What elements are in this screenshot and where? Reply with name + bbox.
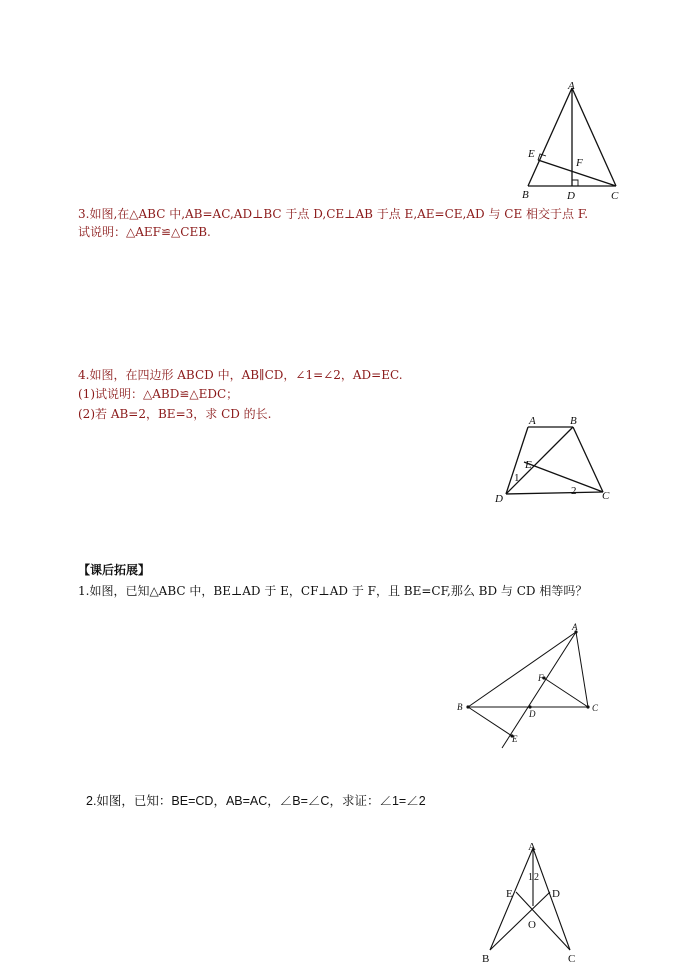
label-a: A: [568, 80, 575, 92]
label-angle-1: 1: [514, 472, 520, 484]
figure-triangle-abc-extension2: [478, 838, 588, 968]
label-c: C: [602, 490, 610, 502]
label-c: C: [611, 190, 619, 202]
label-e: E: [506, 888, 513, 900]
extension-problem2-statement: 2.如图，已知：BE=CD，AB=AC，∠B=∠C，求证：∠1=∠2: [86, 794, 426, 808]
label-b: B: [482, 953, 490, 965]
label-d: D: [529, 709, 536, 719]
label-d: D: [552, 888, 560, 900]
label-e: E: [525, 459, 532, 471]
problem4-part2: (2)若 AB=2，BE=3，求 CD 的长.: [78, 407, 272, 421]
figure-quadrilateral-abcd-problem4: [488, 412, 623, 512]
label-d: D: [495, 493, 503, 505]
label-b: B: [570, 415, 577, 427]
label-angle-2: 2: [571, 485, 577, 497]
problem4-part1: (1)试说明：△ABD≌△EDC；: [78, 387, 239, 401]
label-angle-1: 1: [528, 872, 533, 883]
label-a: A: [528, 841, 536, 853]
figure-triangle-abc-extension1: [452, 618, 612, 752]
label-b: B: [522, 189, 529, 201]
label-o: O: [528, 919, 536, 931]
label-d: D: [567, 190, 575, 202]
figure-triangle-abc-problem3: [510, 78, 630, 203]
extension-problem1-statement: 1.如图，已知△ABC 中，BE⊥AD 于 E，CF⊥AD 于 F，且 BE=CF,那么 BD 与 CD 相等吗？: [78, 584, 588, 598]
label-c: C: [592, 703, 599, 713]
label-a: A: [572, 622, 578, 632]
problem3-question: 试说明：△AEF≌△CEB.: [78, 225, 211, 239]
label-e: E: [512, 734, 518, 744]
problem3-statement: 3.如图,在△ABC 中,AB=AC,AD⊥BC 于点 D,CE⊥AB 于点 E,AE=CE,AD 与 CE 相交于点 F.: [78, 207, 589, 221]
extension-heading: 【课后拓展】: [78, 563, 151, 577]
label-a: A: [529, 415, 536, 427]
label-e: E: [528, 148, 535, 160]
label-c: C: [568, 953, 576, 965]
label-f: F: [576, 157, 583, 169]
problem4-statement: 4.如图，在四边形 ABCD 中，AB∥CD，∠1=∠2，AD=EC.: [78, 368, 403, 382]
label-angle-2: 2: [534, 872, 539, 883]
label-b: B: [457, 702, 463, 712]
label-f: F: [538, 673, 544, 683]
